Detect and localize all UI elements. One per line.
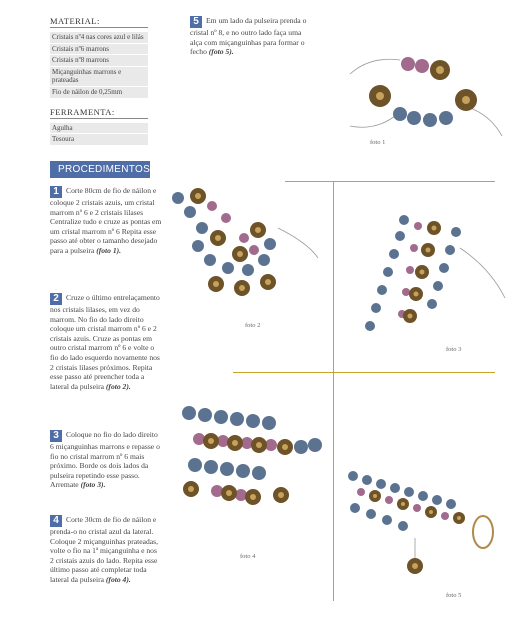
photo-3 [360, 208, 510, 340]
step-number: 5 [190, 16, 202, 28]
caption-foto-1: foto 1 [370, 139, 386, 146]
step-text: Corte 80cm de fio de náilon e coloque 2 cristais azuis, um cristal marrom nº 6 e 2 cristais lilases Centralize tudo e cruze as pontas em um cristal marrom nº 6 Repita esse passo até obter o tamanho desejado para a pulseira [50, 186, 162, 255]
procedures-title: PROCEDIMENTOS [50, 161, 150, 178]
step-1 [50, 186, 162, 256]
beads-image [181, 405, 331, 525]
material-list [50, 32, 148, 99]
tool-item: Agulha [50, 123, 148, 135]
step-photo-ref: (foto 1). [96, 245, 122, 255]
step-3 [50, 430, 162, 490]
photo-5 [345, 462, 510, 582]
photo-4 [181, 405, 331, 525]
step-number: 1 [50, 186, 62, 198]
step-photo-ref: (foto 2). [105, 381, 131, 391]
tools-list [50, 123, 148, 146]
tool-item: Tesoura [50, 134, 148, 146]
step-5 [190, 16, 308, 57]
step-text: Corte 30cm de fio de náilon e prenda-o no cristal azul da lateral. Coloque 2 miçanguinhas prateadas, volte o fio na 1ª miçanguinha e nos 2 cristais azuis do lado. Repita esse último passo até completar toda lateral da pulseira [50, 515, 158, 584]
beads-image [168, 188, 326, 313]
material-item: Cristais nº8 marrons [50, 55, 148, 67]
beads-image [345, 462, 510, 582]
divider-rule [233, 372, 495, 373]
material-heading: MATERIAL: [50, 16, 148, 28]
material-item: Fio de náilon de 0,25mm [50, 87, 148, 99]
divider-rule [285, 181, 495, 182]
step-number: 4 [50, 515, 62, 527]
step-4 [50, 515, 162, 585]
caption-foto-2: foto 2 [245, 322, 261, 329]
caption-foto-4: foto 4 [240, 553, 256, 560]
material-item: Miçanguinhas marrons e prateadas [50, 67, 148, 87]
step-number: 3 [50, 430, 62, 442]
divider-rule [333, 181, 334, 601]
step-text: Em um lado da pulseira prenda o cristal nº 8, e no outro lado faça uma alça com miçanguinhas para formar o fecho [190, 16, 307, 57]
step-text: Coloque no fio do lado direito 6 miçanguinhas marrons e repasse o fio no cristal marrom nº 6 mais próximo. Borde os dois lados da pulseira repetindo esse passo. Arremate [50, 430, 160, 490]
material-item: Cristais nº4 nas cores azul e lilás [50, 32, 148, 44]
beads-image [330, 36, 505, 146]
photo-2 [168, 188, 326, 313]
caption-foto-5: foto 5 [446, 592, 462, 599]
caption-foto-3: foto 3 [446, 346, 462, 353]
material-box [50, 16, 148, 146]
step-number: 2 [50, 293, 62, 305]
step-2 [50, 293, 162, 391]
step-photo-ref: (foto 4). [105, 574, 131, 584]
beads-image [360, 208, 510, 340]
material-item: Cristais nº6 marrons [50, 44, 148, 56]
photo-1 [330, 36, 505, 146]
step-text: Cruze o último entrelaçamento nos cristais lilases, em vez do marrom. No fio do lado direito coloque um cristal marrom nº 6 e 2 cristais azuis. Cruze as pontas em outro cristal marrom nº 6 e volte o fio do lado esquerdo novamente nos 2 cristais lilases próximos. Repita esse passo até preencher toda a lateral da pulseira [50, 293, 160, 391]
step-photo-ref: (foto 3). [80, 480, 106, 490]
step-photo-ref: (foto 5). [208, 47, 234, 57]
tools-heading: FERRAMENTA: [50, 107, 148, 119]
